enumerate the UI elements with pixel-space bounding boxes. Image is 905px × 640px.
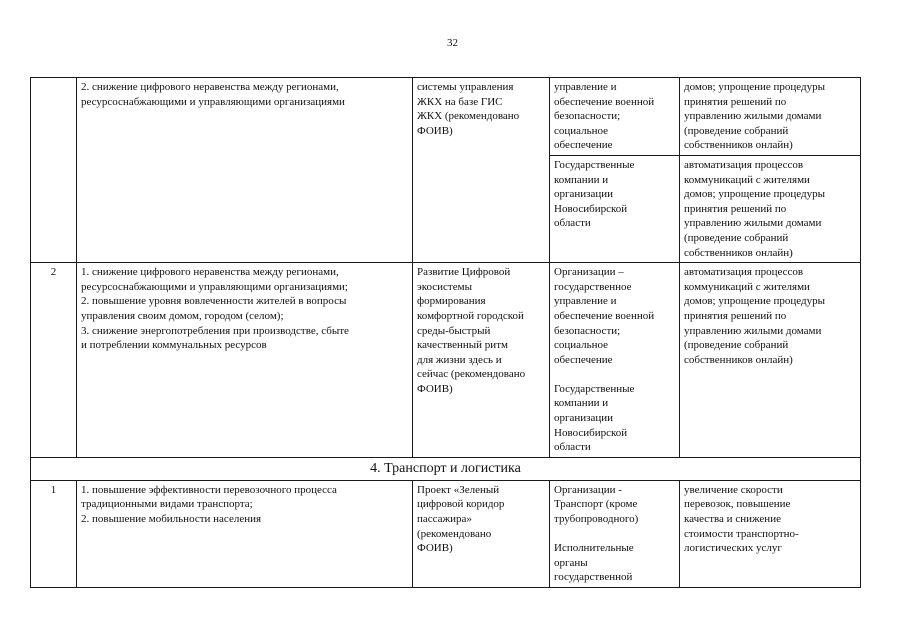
- text-line: обеспечение: [554, 353, 613, 366]
- text-line: государственной: [554, 571, 633, 584]
- text-line: безопасности;: [554, 324, 621, 337]
- text-line: организации: [554, 188, 614, 201]
- text-line: Организации -: [554, 483, 622, 496]
- text-line: ресурсоснабжающими и управляющими организациями;: [81, 280, 348, 293]
- participants-cell: [550, 263, 680, 458]
- text-line: системы управления: [417, 81, 514, 93]
- section-row: [31, 457, 861, 480]
- text-line: принятия решений по: [684, 95, 787, 108]
- paragraph-gap: [554, 527, 675, 542]
- text-line: 1. повышение эффективности перевозочного процесса: [81, 483, 337, 496]
- text-line: сейчас (рекомендовано: [417, 368, 526, 381]
- text-line: принятия решений по: [684, 202, 787, 215]
- text-line: Организации –: [554, 266, 624, 279]
- text-line: Государственные: [554, 158, 635, 171]
- text-line: собственников онлайн): [684, 353, 793, 366]
- measures-table: [30, 77, 861, 588]
- text-line: формирования: [417, 295, 486, 308]
- text-line: стоимости транспортно-: [684, 527, 799, 540]
- goals-cell: [77, 78, 413, 263]
- text-line: 2. повышение мобильности населения: [81, 513, 262, 526]
- page-number: 32: [447, 37, 458, 49]
- text-line: домов; упрощение процедуры: [684, 81, 825, 93]
- text-line: Развитие Цифровой: [417, 266, 511, 279]
- text-line: ЖКХ на базе ГИС: [417, 95, 503, 108]
- text-line: собственников онлайн): [684, 139, 793, 152]
- text-line: и потреблении коммунальных ресурсов: [81, 339, 267, 352]
- text-line: Проект «Зеленый: [417, 483, 500, 496]
- text-line: Государственные: [554, 382, 635, 395]
- text-line: принятия решений по: [684, 309, 787, 322]
- text-line: перевозок, повышение: [684, 498, 791, 511]
- text-line: качественный ритм: [417, 339, 508, 352]
- text-line: логистических услуг: [684, 542, 782, 555]
- text-line: области: [554, 217, 591, 230]
- text-line: управлению жилыми домами: [684, 110, 822, 123]
- text-line: (рекомендовано: [417, 527, 492, 540]
- table-row: [31, 480, 861, 587]
- text-line: коммуникаций с жителями: [684, 280, 810, 293]
- text-line: коммуникаций с жителями: [684, 173, 810, 186]
- row-number-cell: [31, 78, 77, 263]
- text-line: ЖКХ (рекомендовано: [417, 110, 520, 123]
- text-line: социальное: [554, 124, 609, 137]
- text-line: домов; упрощение процедуры: [684, 188, 825, 201]
- text-line: автоматизация процессов: [684, 158, 804, 171]
- text-line: ресурсоснабжающими и управляющими организациями: [81, 95, 345, 108]
- project-cell: [413, 263, 550, 458]
- text-line: для жизни здесь и: [417, 353, 502, 366]
- text-line: обеспечение военной: [554, 309, 655, 322]
- text-line: организации: [554, 412, 614, 425]
- effects-cell: [680, 78, 861, 156]
- text-line: 2. снижение цифрового неравенства между регионами,: [81, 81, 339, 93]
- text-line: управление и: [554, 295, 617, 308]
- text-line: ФОИВ): [417, 124, 453, 137]
- text-line: Исполнительные: [554, 542, 634, 555]
- participants-cell: [550, 480, 680, 587]
- text-line: 2. повышение уровня вовлеченности жителей в вопросы: [81, 295, 347, 308]
- table-row: [31, 78, 861, 156]
- text-line: экосистемы: [417, 280, 472, 293]
- text-line: (проведение собраний: [684, 339, 789, 352]
- text-line: ФОИВ): [417, 542, 453, 555]
- project-cell: [413, 480, 550, 587]
- text-line: компании и: [554, 173, 609, 186]
- text-line: комфортной городской: [417, 309, 524, 322]
- text-line: (проведение собраний: [684, 124, 789, 137]
- row-number-cell: 1: [31, 480, 77, 587]
- text-line: среды-быстрый: [417, 324, 491, 337]
- text-line: обеспечение военной: [554, 95, 655, 108]
- paragraph-gap: [554, 367, 675, 382]
- participants-cell: [550, 78, 680, 156]
- text-line: ФОИВ): [417, 382, 453, 395]
- text-line: Новосибирской: [554, 202, 628, 215]
- effects-cell: [680, 263, 861, 458]
- text-line: качества и снижение: [684, 513, 781, 526]
- text-line: (проведение собраний: [684, 231, 789, 244]
- goals-cell: [77, 263, 413, 458]
- text-line: 1. снижение цифрового неравенства между регионами,: [81, 266, 339, 279]
- text-line: собственников онлайн): [684, 246, 793, 259]
- project-cell: [413, 78, 550, 263]
- text-line: управлению жилыми домами: [684, 217, 822, 230]
- text-line: Транспорт (кроме: [554, 498, 638, 511]
- section-title: 4. Транспорт и логистика: [31, 457, 861, 480]
- text-line: компании и: [554, 397, 609, 410]
- row-number-cell: 2: [31, 263, 77, 458]
- text-line: органы: [554, 556, 588, 569]
- goals-cell: [77, 480, 413, 587]
- text-line: увеличение скорости: [684, 483, 783, 496]
- text-line: цифровой коридор: [417, 498, 505, 511]
- text-line: домов; упрощение процедуры: [684, 295, 825, 308]
- text-line: области: [554, 441, 591, 454]
- text-line: управления своим домом, городом (селом);: [81, 309, 284, 322]
- effects-cell: [680, 480, 861, 587]
- text-line: обеспечение: [554, 139, 613, 152]
- text-line: традиционными видами транспорта;: [81, 498, 253, 511]
- text-line: социальное: [554, 339, 609, 352]
- text-line: 3. снижение энергопотребления при производстве, сбыте: [81, 324, 349, 337]
- text-line: пассажира»: [417, 513, 472, 526]
- text-line: безопасности;: [554, 110, 621, 123]
- text-line: Новосибирской: [554, 426, 628, 439]
- text-line: автоматизация процессов: [684, 266, 804, 279]
- effects-cell: [680, 155, 861, 262]
- table-row: [31, 263, 861, 458]
- text-line: управление и: [554, 81, 617, 93]
- text-line: трубопроводного): [554, 513, 639, 526]
- text-line: государственное: [554, 280, 632, 293]
- text-line: управлению жилыми домами: [684, 324, 822, 337]
- participants-cell: [550, 155, 680, 262]
